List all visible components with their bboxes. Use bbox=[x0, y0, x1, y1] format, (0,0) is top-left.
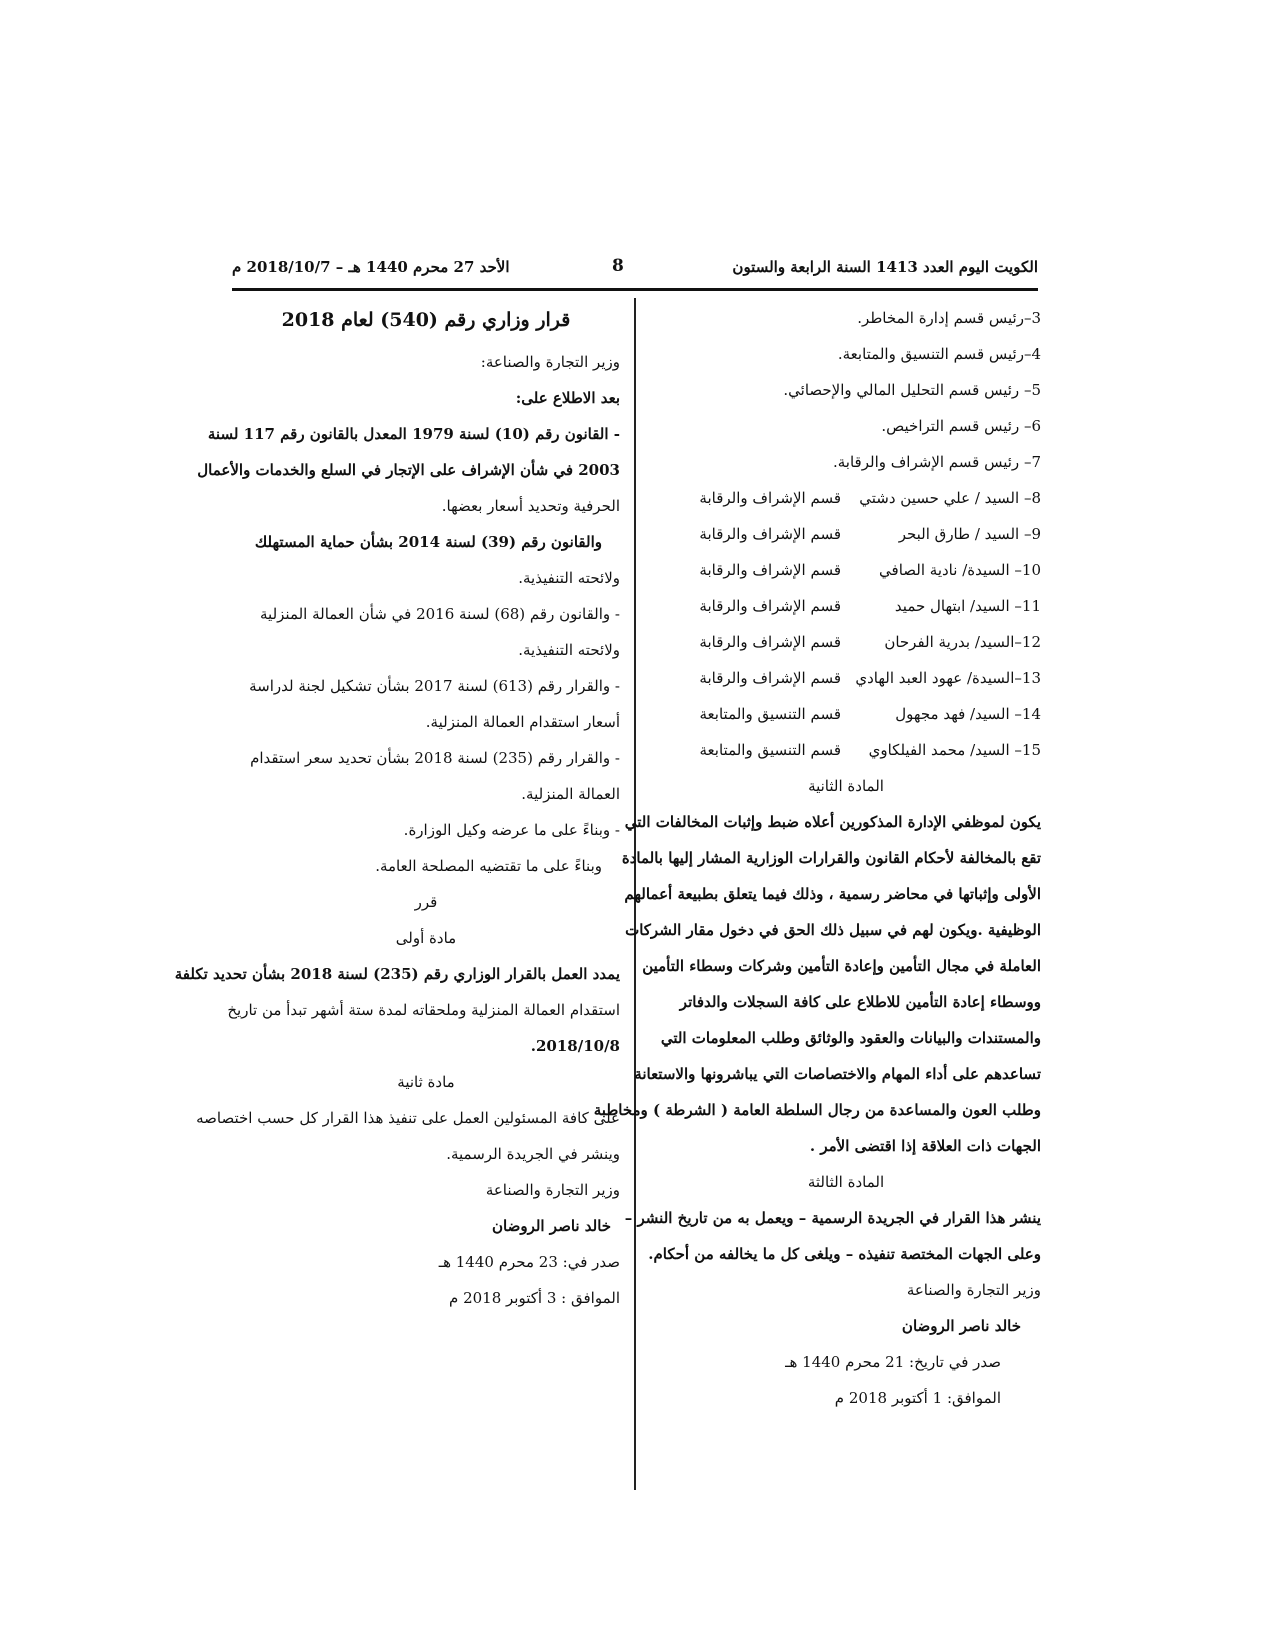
member-row bbox=[651, 624, 1041, 660]
article-line: يمدد العمل بالقرار الوزاري رقم (235) لسنة 2018 بشأن تحديد تكلفة bbox=[174, 965, 620, 983]
page-header bbox=[232, 256, 1038, 286]
member-dept: قسم التنسيق والمتابعة bbox=[699, 705, 841, 723]
reference-line: - والقرار رقم (613) لسنة 2017 بشأن تشكيل لجنة لدراسة bbox=[249, 677, 620, 695]
member-name: 15– السيد/ محمد الفيلكاوي bbox=[868, 741, 1041, 759]
article-line: يكون لموظفي الإدارة المذكورين أعلاه ضبط وإثبات المخالفات التي bbox=[624, 813, 1041, 831]
member-name: 8– السيد / علي حسين دشتي bbox=[859, 489, 1041, 507]
member-row bbox=[651, 732, 1041, 768]
reference-line: الحرفية وتحديد أسعار بعضها. bbox=[441, 497, 620, 515]
member-name: 11– السيد/ ابتهال حميد bbox=[894, 597, 1041, 615]
decree-title: قرار وزاري رقم (540) لعام 2018 bbox=[281, 309, 571, 331]
publication-info: الكويت اليوم العدد 1413 السنة الرابعة والستون bbox=[732, 258, 1038, 276]
member-dept: قسم الإشراف والرقابة bbox=[699, 525, 841, 543]
minister-intro: وزير التجارة والصناعة: bbox=[480, 353, 620, 371]
article-line: تساعدهم على أداء المهام والاختصاصات التي يباشرونها والاستعانة bbox=[634, 1065, 1041, 1083]
member-row bbox=[651, 660, 1041, 696]
article-line: استقدام العمالة المنزلية وملحقاته لمدة ستة أشهر تبدأ من تاريخ bbox=[227, 1001, 620, 1019]
member-dept: قسم الإشراف والرقابة bbox=[699, 597, 841, 615]
list-item: 3–رئيس قسم إدارة المخاطر. bbox=[857, 309, 1041, 327]
reference-line: 2003 في شأن الإشراف على الإتجار في السلع والخدمات والأعمال bbox=[197, 461, 620, 479]
list-item: 4–رئيس قسم التنسيق والمتابعة. bbox=[837, 345, 1041, 363]
article-line: والمستندات والبيانات والعقود والوثائق وطلب المعلومات التي bbox=[660, 1029, 1041, 1047]
minister-name: خالد ناصر الروضان bbox=[901, 1317, 1021, 1335]
reference-line: العمالة المنزلية. bbox=[521, 785, 620, 803]
article-line: 2018/10/8. bbox=[530, 1037, 620, 1055]
reference-line: - وبناءً على ما عرضه وكيل الوزارة. bbox=[403, 821, 620, 839]
list-item: 5– رئيس قسم التحليل المالي والإحصائي. bbox=[783, 381, 1041, 399]
minister-title: وزير التجارة والصناعة bbox=[485, 1181, 620, 1199]
member-name: 10– السيدة/ نادية الصافي bbox=[879, 561, 1041, 579]
member-name: 9– السيد / طارق البحر bbox=[898, 525, 1041, 543]
reference-line: - والقرار رقم (235) لسنة 2018 بشأن تحديد سعر استقدام bbox=[250, 749, 620, 767]
member-row bbox=[651, 552, 1041, 588]
issued-hijri: صدر في تاريخ: 21 محرم 1440 هـ bbox=[785, 1353, 1001, 1371]
article-heading: المادة الثانية bbox=[808, 777, 884, 795]
decided-heading: قرر bbox=[414, 893, 438, 911]
reference-line: - والقانون رقم (68) لسنة 2016 في شأن العمالة المنزلية bbox=[260, 605, 620, 623]
article-heading: المادة الثالثة bbox=[807, 1173, 885, 1191]
article-line: وعلى الجهات المختصة تنفيذه – ويلغى كل ما يخالفه من أحكام. bbox=[648, 1245, 1041, 1263]
reference-line: وبناءً على ما تقتضيه المصلحة العامة. bbox=[375, 857, 602, 875]
article-line: العاملة في مجال التأمين وإعادة التأمين وشركات وسطاء التأمين bbox=[642, 957, 1041, 975]
header-rule bbox=[232, 288, 1038, 291]
member-dept: قسم الإشراف والرقابة bbox=[699, 633, 841, 651]
issued-gregorian: الموافق : 3 أكتوبر 2018 م bbox=[449, 1289, 620, 1307]
after-review: بعد الاطلاع على: bbox=[515, 389, 620, 407]
article-heading: مادة ثانية bbox=[397, 1073, 455, 1091]
article-line: ينشر هذا القرار في الجريدة الرسمية – ويعمل به من تاريخ النشر – bbox=[624, 1209, 1041, 1227]
minister-name: خالد ناصر الروضان bbox=[492, 1217, 612, 1235]
member-dept: قسم الإشراف والرقابة bbox=[699, 561, 841, 579]
article-line: وينشر في الجريدة الرسمية. bbox=[446, 1145, 620, 1163]
member-dept: قسم الإشراف والرقابة bbox=[699, 489, 841, 507]
member-row bbox=[651, 480, 1041, 516]
article-line: ووسطاء إعادة التأمين للاطلاع على كافة السجلات والدفاتر bbox=[679, 993, 1041, 1011]
member-name: 13–السيدة/ عهود العبد الهادي bbox=[855, 669, 1041, 687]
member-row bbox=[651, 588, 1041, 624]
article-line: الوظيفية .ويكون لهم في سبيل ذلك الحق في دخول مقار الشركات bbox=[625, 921, 1041, 939]
reference-line: أسعار استقدام العمالة المنزلية. bbox=[425, 713, 620, 731]
member-dept: قسم التنسيق والمتابعة bbox=[699, 741, 841, 759]
reference-line: - القانون رقم (10) لسنة 1979 المعدل بالقانون رقم 117 لسنة bbox=[207, 425, 620, 443]
list-item: 7– رئيس قسم الإشراف والرقابة. bbox=[833, 453, 1041, 471]
article-heading: مادة أولى bbox=[395, 929, 457, 947]
issued-gregorian: الموافق: 1 أكتوبر 2018 م bbox=[834, 1389, 1001, 1407]
right-column bbox=[593, 300, 1041, 1416]
minister-title: وزير التجارة والصناعة bbox=[906, 1281, 1041, 1299]
article-line: الجهات ذات العلاقة إذا اقتضى الأمر . bbox=[809, 1137, 1041, 1155]
article-line: الأولى وإثباتها في محاضر رسمية ، وذلك فيما يتعلق بطبيعة أعمالهم bbox=[624, 885, 1041, 903]
member-row bbox=[651, 516, 1041, 552]
page-number: 8 bbox=[612, 256, 624, 276]
member-name: 12–السيد/ بدرية الفرحان bbox=[884, 633, 1041, 651]
article-line: وطلب العون والمساعدة من رجال السلطة العامة ( الشرطة ) ومخاطبة bbox=[593, 1101, 1041, 1119]
list-item: 6– رئيس قسم التراخيص. bbox=[881, 417, 1041, 435]
issued-hijri: صدر في: 23 محرم 1440 هـ bbox=[438, 1253, 620, 1271]
member-dept: قسم الإشراف والرقابة bbox=[699, 669, 841, 687]
issue-date: الأحد 27 محرم 1440 هـ – 2018/10/7 م bbox=[232, 258, 510, 276]
reference-line: ولائحته التنفيذية. bbox=[518, 569, 620, 587]
member-row bbox=[651, 696, 1041, 732]
left-column bbox=[174, 300, 620, 1316]
reference-line: ولائحته التنفيذية. bbox=[518, 641, 620, 659]
article-line: تقع بالمخالفة لأحكام القانون والقرارات الوزارية المشار إليها بالمادة bbox=[621, 849, 1041, 867]
reference-line: والقانون رقم (39) لسنة 2014 بشأن حماية المستهلك bbox=[254, 533, 602, 551]
member-name: 14– السيد/ فهد مجهول bbox=[895, 705, 1041, 723]
article-line: على كافة المسئولين العمل على تنفيذ هذا القرار كل حسب اختصاصه bbox=[196, 1109, 620, 1127]
